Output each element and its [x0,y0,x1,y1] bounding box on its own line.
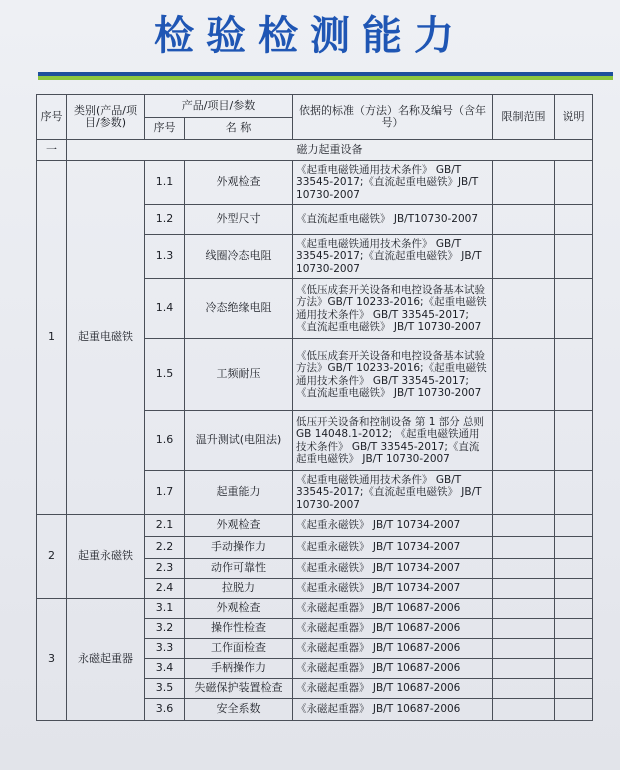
item-number: 2.4 [145,579,185,599]
item-name: 操作性检查 [185,619,293,639]
item-limit [493,619,555,639]
item-standard: 《永磁起重器》 JB/T 10687-2006 [293,679,493,699]
item-limit [493,599,555,619]
table-row [37,515,593,537]
item-number: 1.3 [145,235,185,279]
item-number: 1.2 [145,205,185,235]
group-seq: 2 [37,515,67,599]
header-limit: 限制范围 [493,95,555,140]
title-underline-green [38,76,613,80]
item-limit [493,639,555,659]
item-note [555,161,593,205]
item-name: 外观检查 [185,515,293,537]
item-standard: 《起重永磁铁》 JB/T 10734-2007 [293,579,493,599]
item-name: 工频耐压 [185,339,293,411]
item-limit [493,679,555,699]
item-number: 2.1 [145,515,185,537]
header-note: 说明 [555,95,593,140]
item-name: 线圈冷态电阻 [185,235,293,279]
item-limit [493,699,555,721]
item-number: 1.7 [145,471,185,515]
table-row [37,599,593,619]
item-standard: 《起重永磁铁》 JB/T 10734-2007 [293,515,493,537]
item-standard: 《永磁起重器》 JB/T 10687-2006 [293,599,493,619]
header-row [37,95,593,118]
item-name: 外观检查 [185,599,293,619]
item-standard: 《永磁起重器》 JB/T 10687-2006 [293,699,493,721]
item-standard: 《永磁起重器》 JB/T 10687-2006 [293,659,493,679]
header-name: 名 称 [185,118,293,140]
page-title: 检验检测能力 [154,13,466,59]
item-name: 温升测试(电阻法) [185,411,293,471]
item-standard: 《永磁起重器》 JB/T 10687-2006 [293,619,493,639]
item-name: 失磁保护装置检查 [185,679,293,699]
item-name: 拉脱力 [185,579,293,599]
item-number: 2.2 [145,537,185,559]
item-number: 3.4 [145,659,185,679]
item-limit [493,559,555,579]
item-note [555,471,593,515]
item-note [555,659,593,679]
item-note [555,205,593,235]
item-note [555,579,593,599]
item-standard: 《起重永磁铁》 JB/T 10734-2007 [293,537,493,559]
item-limit [493,579,555,599]
item-standard: 《起重电磁铁通用技术条件》 GB/T 33545-2017;《直流起重电磁铁》 JB/T 10730-2007 [293,471,493,515]
item-limit [493,339,555,411]
item-note [555,279,593,339]
item-limit [493,279,555,339]
item-name: 外型尺寸 [185,205,293,235]
item-note [555,619,593,639]
item-standard: 《起重永磁铁》 JB/T 10734-2007 [293,559,493,579]
header-category: 类别(产品/项目/参数) [67,95,145,140]
item-limit [493,411,555,471]
item-standard: 《低压成套开关设备和电控设备基本试验方法》GB/T 10233-2016;《起重电磁铁通用技术条件》 GB/T 33545-2017;《直流起重电磁铁》 JB/T 10730-2007 [293,279,493,339]
group-category: 起重永磁铁 [67,515,145,599]
group-seq: 3 [37,599,67,721]
item-limit [493,161,555,205]
item-note [555,699,593,721]
section-seq: 一 [37,140,67,161]
item-standard: 《永磁起重器》 JB/T 10687-2006 [293,639,493,659]
item-note [555,679,593,699]
item-number: 3.5 [145,679,185,699]
item-name: 冷态绝缘电阻 [185,279,293,339]
item-note [555,339,593,411]
item-note [555,559,593,579]
item-standard: 《直流起重电磁铁》 JB/T10730-2007 [293,205,493,235]
item-number: 2.3 [145,559,185,579]
header-standard: 依据的标准（方法）名称及编号（含年号） [293,95,493,140]
table-row [37,161,593,205]
item-name: 起重能力 [185,471,293,515]
item-number: 1.1 [145,161,185,205]
item-limit [493,537,555,559]
header-sub-seq: 序号 [145,118,185,140]
item-name: 安全系数 [185,699,293,721]
item-note [555,235,593,279]
item-number: 1.5 [145,339,185,411]
group-category: 永磁起重器 [67,599,145,721]
item-number: 3.2 [145,619,185,639]
section-row [37,140,593,161]
item-note [555,599,593,619]
group-seq: 1 [37,161,67,515]
item-number: 1.4 [145,279,185,339]
item-limit [493,235,555,279]
item-standard: 《起重电磁铁通用技术条件》 GB/T 33545-2017;《直流起重电磁铁》JB/T 10730-2007 [293,161,493,205]
item-name: 工作面检查 [185,639,293,659]
item-limit [493,205,555,235]
item-number: 1.6 [145,411,185,471]
item-number: 3.1 [145,599,185,619]
item-note [555,515,593,537]
item-limit [493,659,555,679]
item-limit [493,515,555,537]
header-product: 产品/项目/参数 [145,95,293,118]
capability-table [36,94,593,721]
header-seq: 序号 [37,95,67,140]
item-number: 3.3 [145,639,185,659]
item-note [555,639,593,659]
item-name: 动作可靠性 [185,559,293,579]
item-name: 手柄操作力 [185,659,293,679]
item-note [555,537,593,559]
item-number: 3.6 [145,699,185,721]
item-standard: 《起重电磁铁通用技术条件》 GB/T 33545-2017;《直流起重电磁铁》 JB/T 10730-2007 [293,235,493,279]
item-limit [493,471,555,515]
item-name: 外观检查 [185,161,293,205]
item-note [555,411,593,471]
group-category: 起重电磁铁 [67,161,145,515]
item-standard: 低压开关设备和控制设备 第 1 部分 总则 GB 14048.1-2012; 《起重电磁铁通用技术条件》 GB/T 33545-2017;《直流起重电磁铁》 JB/T 10730-2007 [293,411,493,471]
item-name: 手动操作力 [185,537,293,559]
section-title: 磁力起重设备 [67,140,593,161]
item-standard: 《低压成套开关设备和电控设备基本试验方法》GB/T 10233-2016;《起重电磁铁通用技术条件》 GB/T 33545-2017;《直流起重电磁铁》 JB/T 10730-2007 [293,339,493,411]
